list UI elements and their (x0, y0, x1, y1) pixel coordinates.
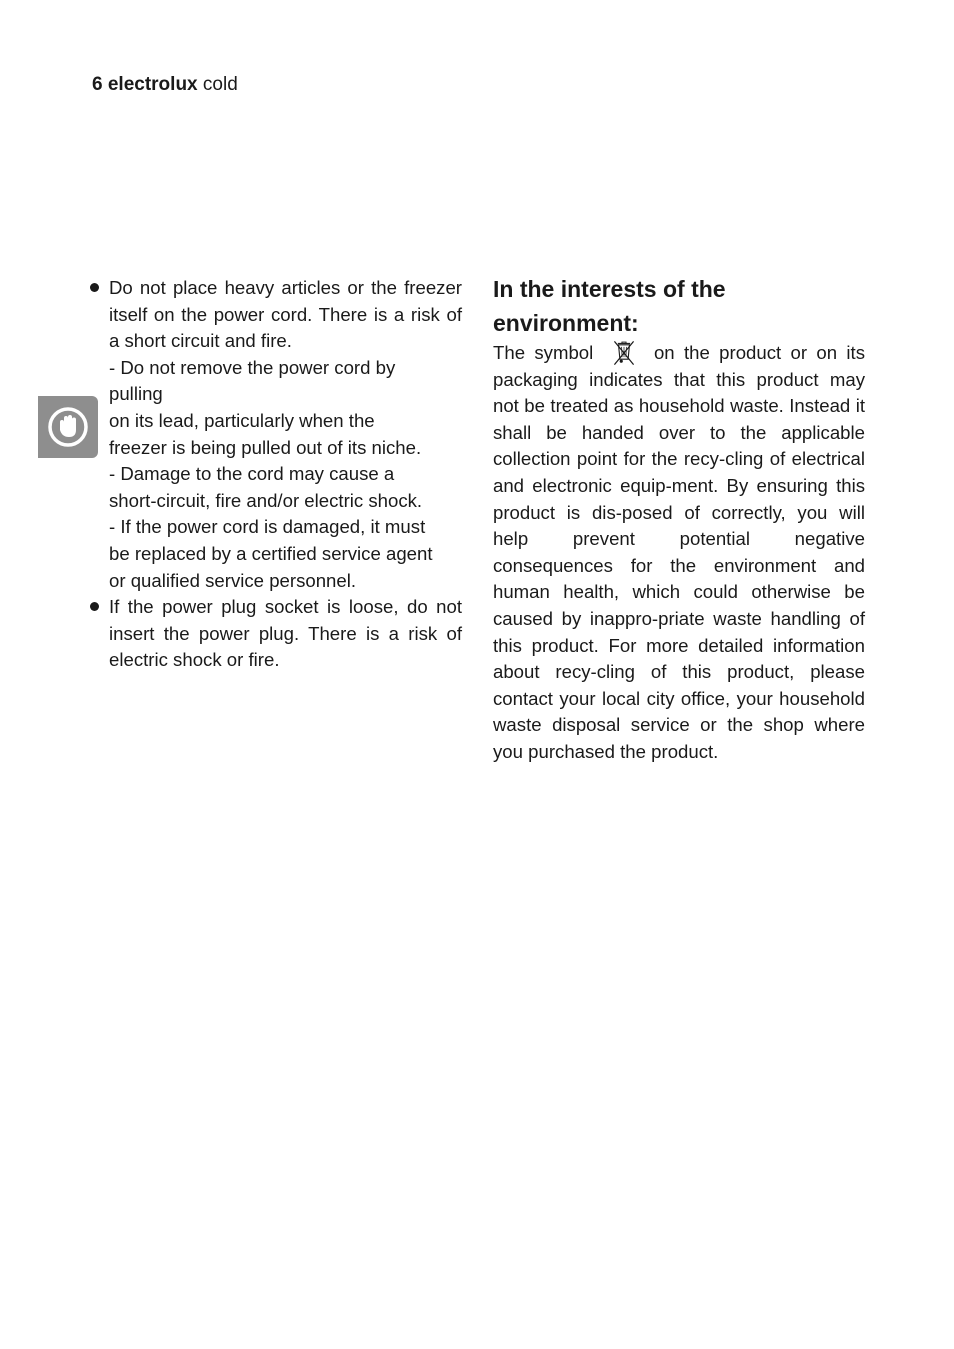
text-line: a short circuit and fire. (109, 330, 292, 352)
text-line: be replaced by a certified service agent (109, 542, 433, 564)
text-line: Do not place heavy articles or the freezer (109, 277, 462, 298)
safety-section-tab (38, 396, 98, 458)
text-before-icon: The symbol (493, 342, 594, 363)
section-heading: In the interests of the environment: (493, 276, 726, 336)
bullet-dot-icon (90, 283, 99, 292)
safety-hand-icon (46, 405, 90, 449)
text-line: - If the power cord is damaged, it must (109, 516, 426, 538)
text-line: insert the power plug. There is a risk of (109, 622, 462, 644)
crossed-out-wheelie-bin-icon (605, 340, 643, 366)
text-line: on its lead, particularly when the (109, 409, 375, 431)
text-line: itself on the power cord. There is a risk of (109, 303, 462, 325)
text-line: freezer is being pulled out of its niche. (109, 436, 422, 458)
safety-instructions (90, 275, 462, 674)
text-line: or qualified service personnel. (109, 569, 357, 591)
bullet-dot-icon (90, 602, 99, 611)
page-number: 6 (92, 74, 103, 95)
text-line: If the power plug socket is loose, do not (109, 596, 462, 618)
text-line: pulling (109, 383, 163, 405)
text-line: - Do not remove the power cord by (109, 356, 396, 378)
brand-name: electrolux (107, 74, 198, 95)
text-line: - Damage to the cord may cause a (109, 463, 395, 485)
bullet-item-plug-socket (90, 594, 462, 674)
text-line: short-circuit, fire and/or electric shock. (109, 489, 423, 511)
environment-section (493, 272, 865, 766)
bullet-item-power-cord (90, 275, 462, 594)
environment-text: on the product or on its packaging indicates that this product may not be treated as household waste. Instead it shall be handed over to the applicable collection point for the recy-cling of electrical and electronic equip-ment. By ensuring this product is dis-posed of correctly, you will help prevent potential negative consequences for the environment and human health, which could otherwise be caused by inappro-priate waste handling of this product. For more detailed information about recy-cling of this product, please contact your local city office, your household waste disposal service or the shop where you purchased the product. (493, 342, 866, 762)
text-line: electric shock or fire. (109, 649, 280, 671)
environment-paragraph (493, 340, 865, 766)
page-header (92, 74, 238, 96)
section-name: cold (202, 74, 238, 95)
